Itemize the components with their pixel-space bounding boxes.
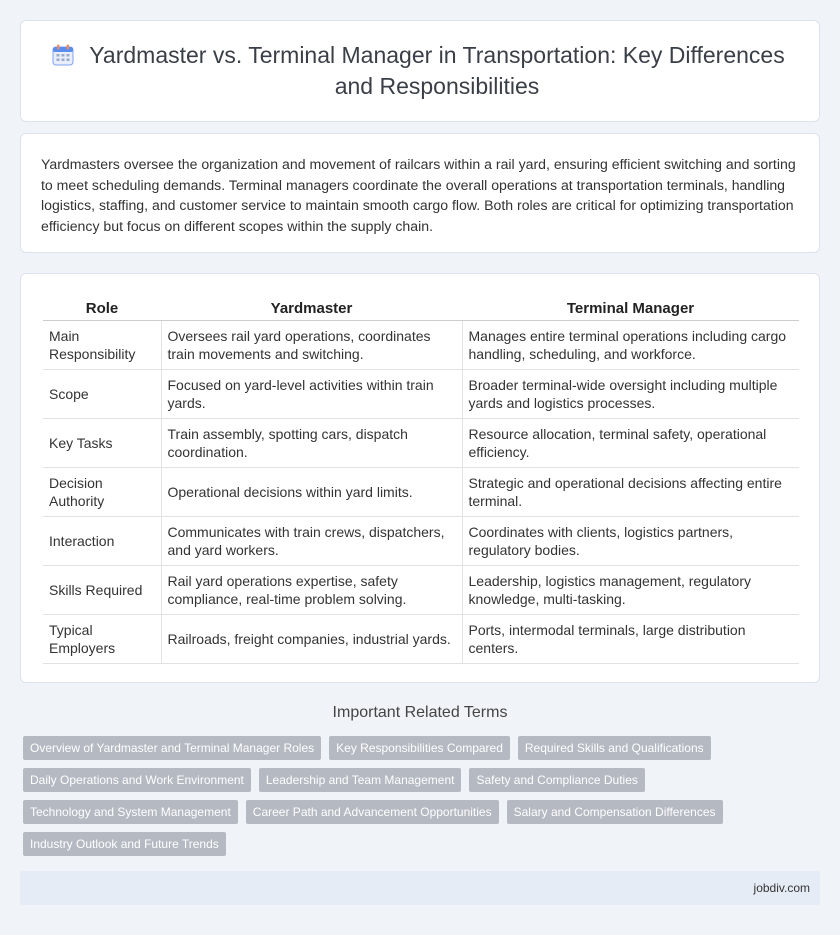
footer-site-link[interactable]: jobdiv.com xyxy=(753,881,810,895)
related-terms-heading: Important Related Terms xyxy=(332,704,508,721)
related-term-tag[interactable]: Daily Operations and Work Environment xyxy=(23,768,251,792)
table-row xyxy=(43,516,799,565)
table-row xyxy=(43,614,799,663)
terminal-manager-cell: Coordinates with clients, logistics partners, regulatory bodies. xyxy=(462,516,799,565)
comparison-table-card xyxy=(20,273,820,683)
yardmaster-cell: Communicates with train crews, dispatchers, and yard workers. xyxy=(161,516,462,565)
calendar-icon xyxy=(51,43,75,67)
related-term-tag[interactable]: Industry Outlook and Future Trends xyxy=(23,832,226,856)
table-row xyxy=(43,369,799,418)
related-term-tag[interactable]: Safety and Compliance Duties xyxy=(469,768,644,792)
row-role-cell: Skills Required xyxy=(43,565,161,614)
yardmaster-cell: Railroads, freight companies, industrial yards. xyxy=(161,614,462,663)
yardmaster-cell: Train assembly, spotting cars, dispatch coordination. xyxy=(161,418,462,467)
row-role-cell: Key Tasks xyxy=(43,418,161,467)
related-term-tag[interactable]: Leadership and Team Management xyxy=(259,768,462,792)
footer xyxy=(20,871,820,905)
row-role-cell: Decision Authority xyxy=(43,467,161,516)
related-term-tag[interactable]: Required Skills and Qualifications xyxy=(518,736,711,760)
table-row xyxy=(43,320,799,369)
related-terms-list xyxy=(23,736,803,856)
yardmaster-cell: Focused on yard-level activities within train yards. xyxy=(161,369,462,418)
header-terminal-manager: Terminal Manager xyxy=(462,294,799,320)
terminal-manager-cell: Ports, intermodal terminals, large distribution centers. xyxy=(462,614,799,663)
related-term-tag[interactable]: Career Path and Advancement Opportunities xyxy=(246,800,499,824)
intro-card xyxy=(20,133,820,253)
page-title: Yardmaster vs. Terminal Manager in Transportation: Key Differences and Responsibilities xyxy=(89,42,785,99)
terminal-manager-cell: Leadership, logistics management, regulatory knowledge, multi-tasking. xyxy=(462,565,799,614)
comparison-table xyxy=(43,294,799,664)
related-term-tag[interactable]: Overview of Yardmaster and Terminal Manager Roles xyxy=(23,736,321,760)
terminal-manager-cell: Broader terminal-wide oversight including multiple yards and logistics processes. xyxy=(462,369,799,418)
terminal-manager-cell: Strategic and operational decisions affecting entire terminal. xyxy=(462,467,799,516)
row-role-cell: Interaction xyxy=(43,516,161,565)
table-row xyxy=(43,565,799,614)
yardmaster-cell: Operational decisions within yard limits. xyxy=(161,467,462,516)
terminal-manager-cell: Manages entire terminal operations including cargo handling, scheduling, and workforce. xyxy=(462,320,799,369)
related-term-tag[interactable]: Salary and Compensation Differences xyxy=(507,800,723,824)
title-wrap xyxy=(21,40,819,102)
table-row xyxy=(43,467,799,516)
table-header-row xyxy=(43,294,799,320)
intro-paragraph: Yardmasters oversee the organization and movement of railcars within a rail yard, ensuring efficient switching and sorting to meet scheduling demands. Terminal managers coordinate the overall operations at transportation terminals, handling logistics, staffing, and customer service to maintain smooth cargo flow. Both roles are critical for optimizing transportation efficiency but focus on different scopes within the supply chain. xyxy=(41,156,796,234)
row-role-cell: Typical Employers xyxy=(43,614,161,663)
terminal-manager-cell: Resource allocation, terminal safety, operational efficiency. xyxy=(462,418,799,467)
title-card xyxy=(20,20,820,122)
related-term-tag[interactable]: Technology and System Management xyxy=(23,800,238,824)
table-row xyxy=(43,418,799,467)
row-role-cell: Scope xyxy=(43,369,161,418)
yardmaster-cell: Oversees rail yard operations, coordinates train movements and switching. xyxy=(161,320,462,369)
row-role-cell: Main Responsibility xyxy=(43,320,161,369)
yardmaster-cell: Rail yard operations expertise, safety compliance, real-time problem solving. xyxy=(161,565,462,614)
related-term-tag[interactable]: Key Responsibilities Compared xyxy=(329,736,510,760)
header-yardmaster: Yardmaster xyxy=(161,294,462,320)
header-role: Role xyxy=(43,294,161,320)
